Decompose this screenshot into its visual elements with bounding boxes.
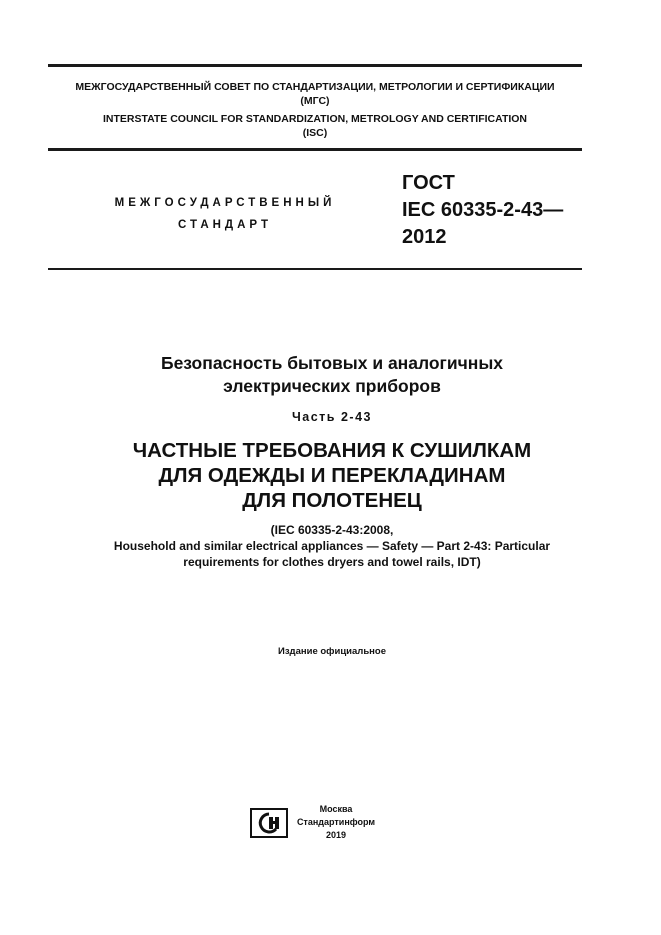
document-subtitle	[48, 438, 616, 513]
reference-line2: Household and similar electrical appliances — Safety — Part 2-43: Particular	[113, 539, 551, 553]
standard-type-line2: СТАНДАРТ	[178, 219, 272, 231]
subtitle-line1: ЧАСТНЫЕ ТРЕБОВАНИЯ К СУШИЛКАМ	[132, 439, 532, 462]
standard-type	[100, 192, 350, 236]
council-name-en	[48, 112, 582, 140]
title-line2: электрических приборов	[223, 376, 441, 396]
publisher-name: Стандартинформ	[296, 817, 376, 827]
reference-line1: (IEC 60335-2-43:2008,	[270, 523, 394, 537]
edition-label: Издание официальное	[278, 646, 386, 657]
council-name-en-line: INTERSTATE COUNCIL FOR STANDARDIZATION, METROLOGY AND CERTIFICATION	[102, 113, 528, 125]
iec-reference	[48, 522, 616, 570]
reference-line3: requirements for clothes dryers and towel rails, IDT)	[183, 555, 481, 569]
part-number: Часть 2-43	[292, 410, 372, 424]
subtitle-line2: ДЛЯ ОДЕЖДЫ И ПЕРЕКЛАДИНАМ	[158, 464, 506, 487]
publisher-year: 2019	[325, 830, 347, 840]
middle-rule	[48, 148, 582, 151]
designation-line1: ГОСТ	[402, 172, 455, 194]
designation-line2: IEC 60335-2-43—	[402, 199, 564, 221]
standard-type-line1: МЕЖГОСУДАРСТВЕННЫЙ	[114, 197, 336, 209]
council-name-ru	[48, 80, 582, 108]
publisher-info	[296, 803, 376, 842]
top-rule	[48, 64, 582, 67]
council-abbr-ru: (МГС)	[300, 95, 330, 107]
subtitle-line3: ДЛЯ ПОЛОТЕНЕЦ	[242, 489, 422, 512]
title-line1: Безопасность бытовых и аналогичных	[160, 353, 504, 373]
publisher-city: Москва	[319, 804, 353, 814]
standartinform-logo-icon	[250, 808, 288, 838]
standard-designation	[402, 170, 563, 251]
designation-line3: 2012	[402, 226, 447, 248]
lower-rule	[48, 268, 582, 270]
council-abbr-en: (ISC)	[302, 127, 328, 139]
document-title	[48, 352, 616, 398]
council-name-ru-line: МЕЖГОСУДАРСТВЕННЫЙ СОВЕТ ПО СТАНДАРТИЗАЦИИ, МЕТРОЛОГИИ И СЕРТИФИКАЦИИ	[75, 81, 555, 93]
